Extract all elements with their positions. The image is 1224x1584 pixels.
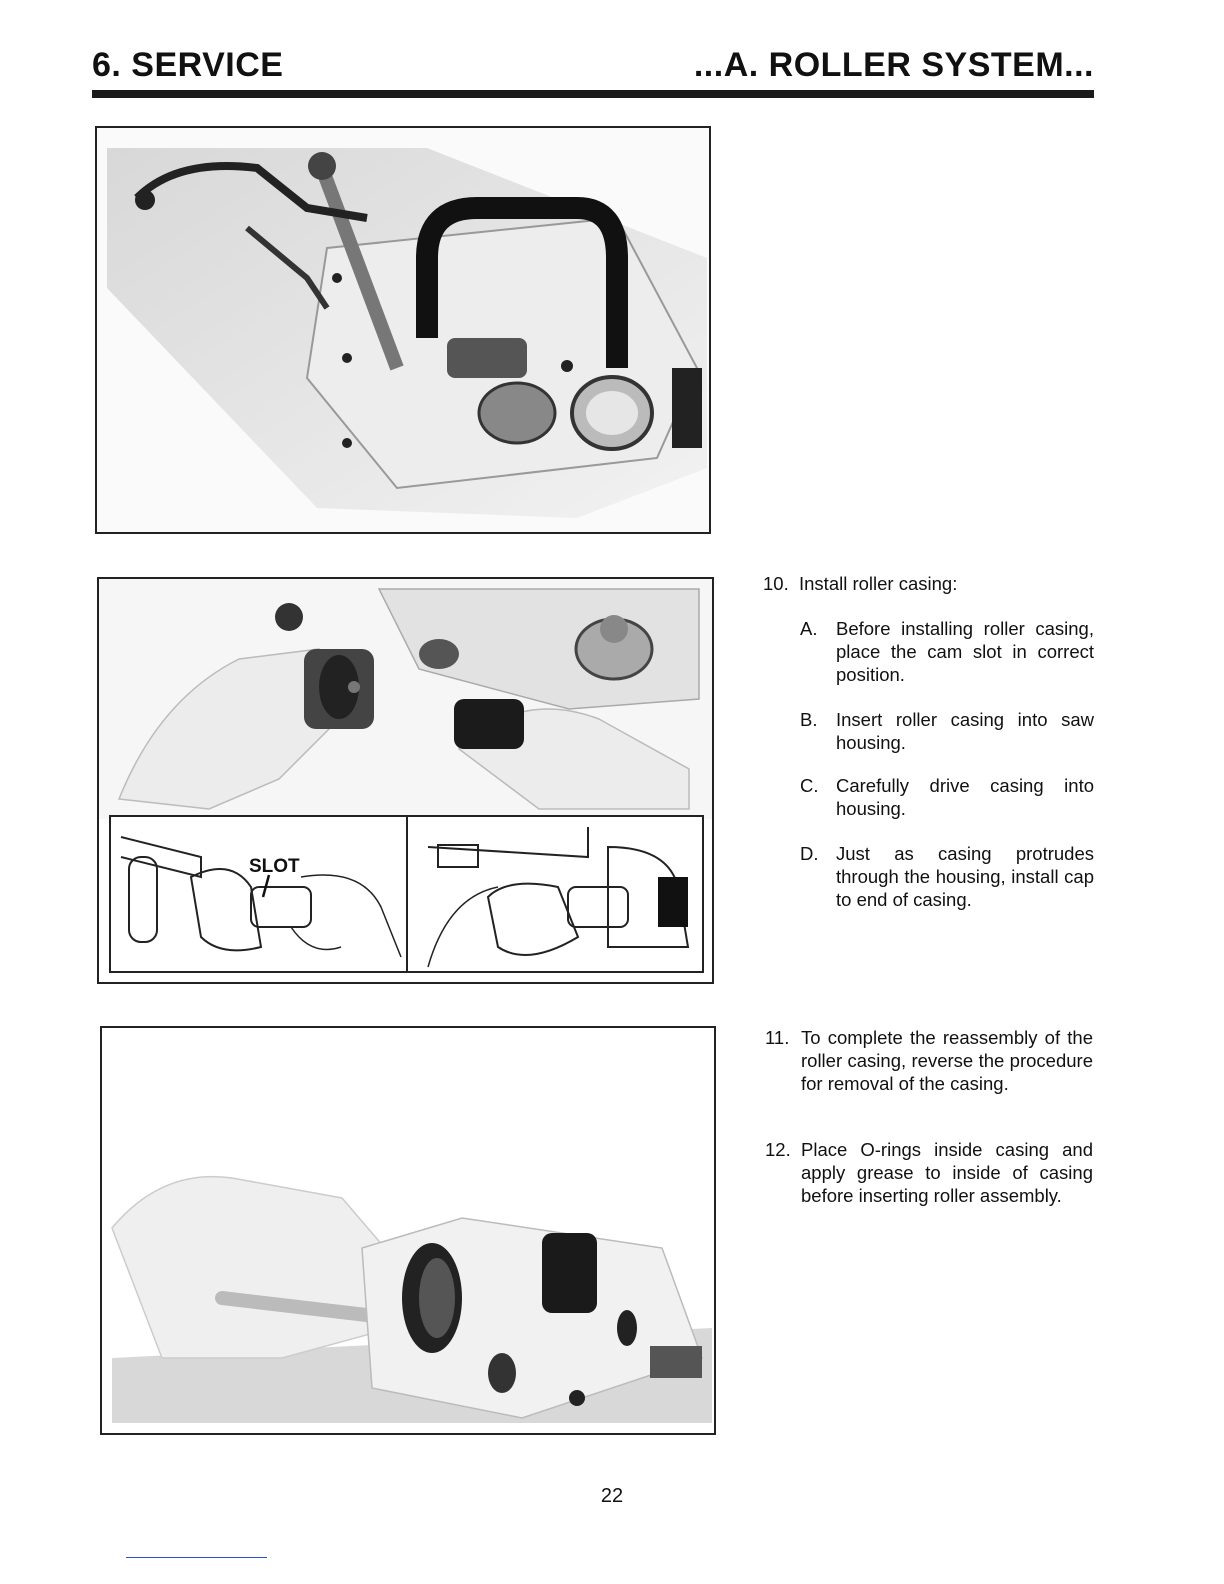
subsection-title: ...A. ROLLER SYSTEM... xyxy=(693,46,1094,84)
section-title: 6. SERVICE xyxy=(92,46,284,84)
figure-photo-install-casing xyxy=(97,577,714,984)
step-10 xyxy=(763,572,1098,596)
step-12 xyxy=(765,1138,1095,1208)
substep-letter: D. xyxy=(800,843,819,864)
step-text: Place O-rings inside casing and apply grease to inside of casing before inserting roller assembly. xyxy=(801,1139,1093,1206)
step-number: 10. xyxy=(763,573,789,594)
step-11 xyxy=(765,1026,1095,1120)
substep-letter: C. xyxy=(800,775,819,796)
substep-text: Carefully drive casing into housing. xyxy=(836,775,1094,819)
substep-a xyxy=(800,617,1095,687)
header-rule xyxy=(92,90,1094,98)
step-number: 12. xyxy=(765,1139,791,1160)
substep-text: Insert roller casing into saw housing. xyxy=(836,709,1094,753)
step-text: Install roller casing: xyxy=(799,573,958,594)
page-number: 22 xyxy=(600,1485,624,1507)
figure-photo-grease xyxy=(100,1026,716,1435)
step-text: To complete the reassembly of the roller casing, reverse the procedure for removal of the casing. xyxy=(801,1027,1093,1094)
substep-b xyxy=(800,708,1095,756)
step-number: 11. xyxy=(765,1027,790,1048)
inset-drawing-slot xyxy=(109,815,410,973)
substep-d xyxy=(800,842,1095,912)
substep-c xyxy=(800,774,1095,822)
substep-letter: A. xyxy=(800,618,818,639)
slot-label: SLOT xyxy=(249,856,300,877)
figure-photo-ratchet xyxy=(95,126,711,534)
inset-drawing-cap xyxy=(406,815,704,973)
photo-oring-grease xyxy=(102,1028,714,1433)
substep-text: Just as casing protrudes through the housing, install cap to end of casing. xyxy=(836,843,1094,910)
photo-hands-casing xyxy=(99,579,712,819)
footer-link-underline xyxy=(126,1557,267,1558)
substep-letter: B. xyxy=(800,709,818,730)
substep-text: Before installing roller casing, place the cam slot in correct position. xyxy=(836,618,1094,685)
photo-saw-housing-ratchet xyxy=(97,128,709,532)
